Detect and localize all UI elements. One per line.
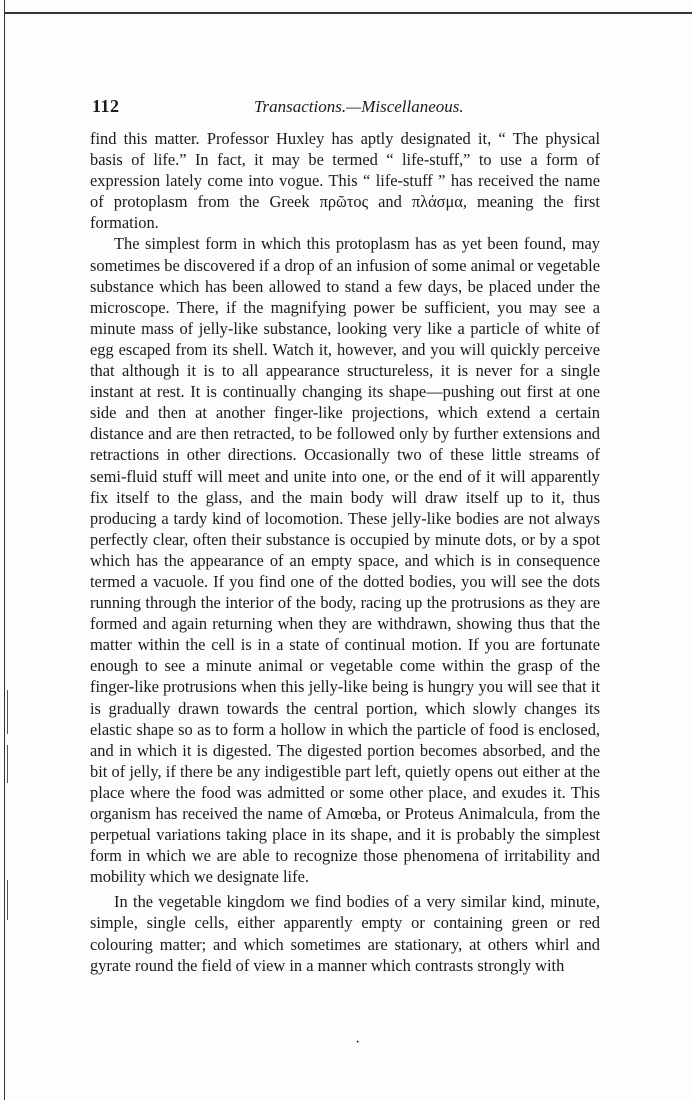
body-text [90, 128, 600, 976]
scan-artifact-mark [7, 690, 8, 734]
running-head: Transactions.—Miscellaneous. [254, 97, 464, 116]
paragraph-3: In the vegetable kingdom we find bodies of a very similar kind, minute, simple, single cells, either apparently empty or containing green or red colouring matter; and which sometimes are stationary, at others whirl and gyrate round the field of view in a manner which contrasts strongly with [90, 892, 600, 975]
footer-mark: · [355, 1034, 361, 1051]
binding-edge-rule [4, 0, 5, 1100]
page-header [92, 96, 600, 120]
paragraph-2: The simplest form in which this protoplasm has as yet been found, may sometimes be discovered if a drop of an infusion of some animal or vegetable substance which has been allowed to stand a few days, be placed under the microscope. There, if the magnifying power be sufficient, you may see a minute mass of jelly-like substance, looking very like a particle of white of egg escaped from its shell. Watch it, however, and you will quickly perceive that although it is to all appearance structureless, it is never for a single instant at rest. It is continually changing its shape—pushing out first at one side and then at another finger-like projections, which extend a certain distance and are then retracted, to be followed only by further extensions and retractions in other directions. Occasionally two of these little streams of semi-fluid stuff will meet and unite into one, or the end of it will apparently fix itself to the glass, and the main body will draw itself up to it, thus producing a tardy kind of locomotion. These jelly-like bodies are not always perfectly clear, often their substance is occupied by minute dots, or by a spot which has the appearance of an empty space, and which is in consequence termed a vacuole. If you find one of the dotted bodies, you will see the dots running through the interior of the body, racing up the protrusions as they are formed and again returning when they are withdrawn, showing thus that the matter within the cell is in a state of continual motion. If you are fortunate enough to see a minute animal or vegetable come within the grasp of the finger-like protrusions when this jelly-like being is hungry you will see that it is gradually drawn towards the central portion, which slowly changes its elastic shape so as to form a hollow in which the particle of food is enclosed, and in which it is digested. The digested portion becomes absorbed, and the bit of jelly, if there be any indigestible part left, quietly opens out either at the place where the food was admitted or some other place, and exudes it. This organism has received the name of Amœba, or Proteus Animalcula, from the perpetual variations taking place in its shape, and it is probably the simplest form in which we are able to recognize those phenomena of irritability and mobility which we designate life. [90, 234, 600, 887]
scan-artifact-mark [7, 745, 8, 783]
page-number: 112 [92, 96, 120, 116]
scan-artifact-mark [7, 880, 8, 920]
top-edge-rule [4, 12, 692, 14]
paragraph-1: find this matter. Professor Huxley has aptly designated it, “ The physical basis of life.” In fact, it may be termed “ life-stuff,” to use a form of expression lately come into vogue. This “ life-stuff ” has received the name of protoplasm from the Greek πρῶτος and πλάσμα, meaning the first formation. [90, 129, 600, 233]
